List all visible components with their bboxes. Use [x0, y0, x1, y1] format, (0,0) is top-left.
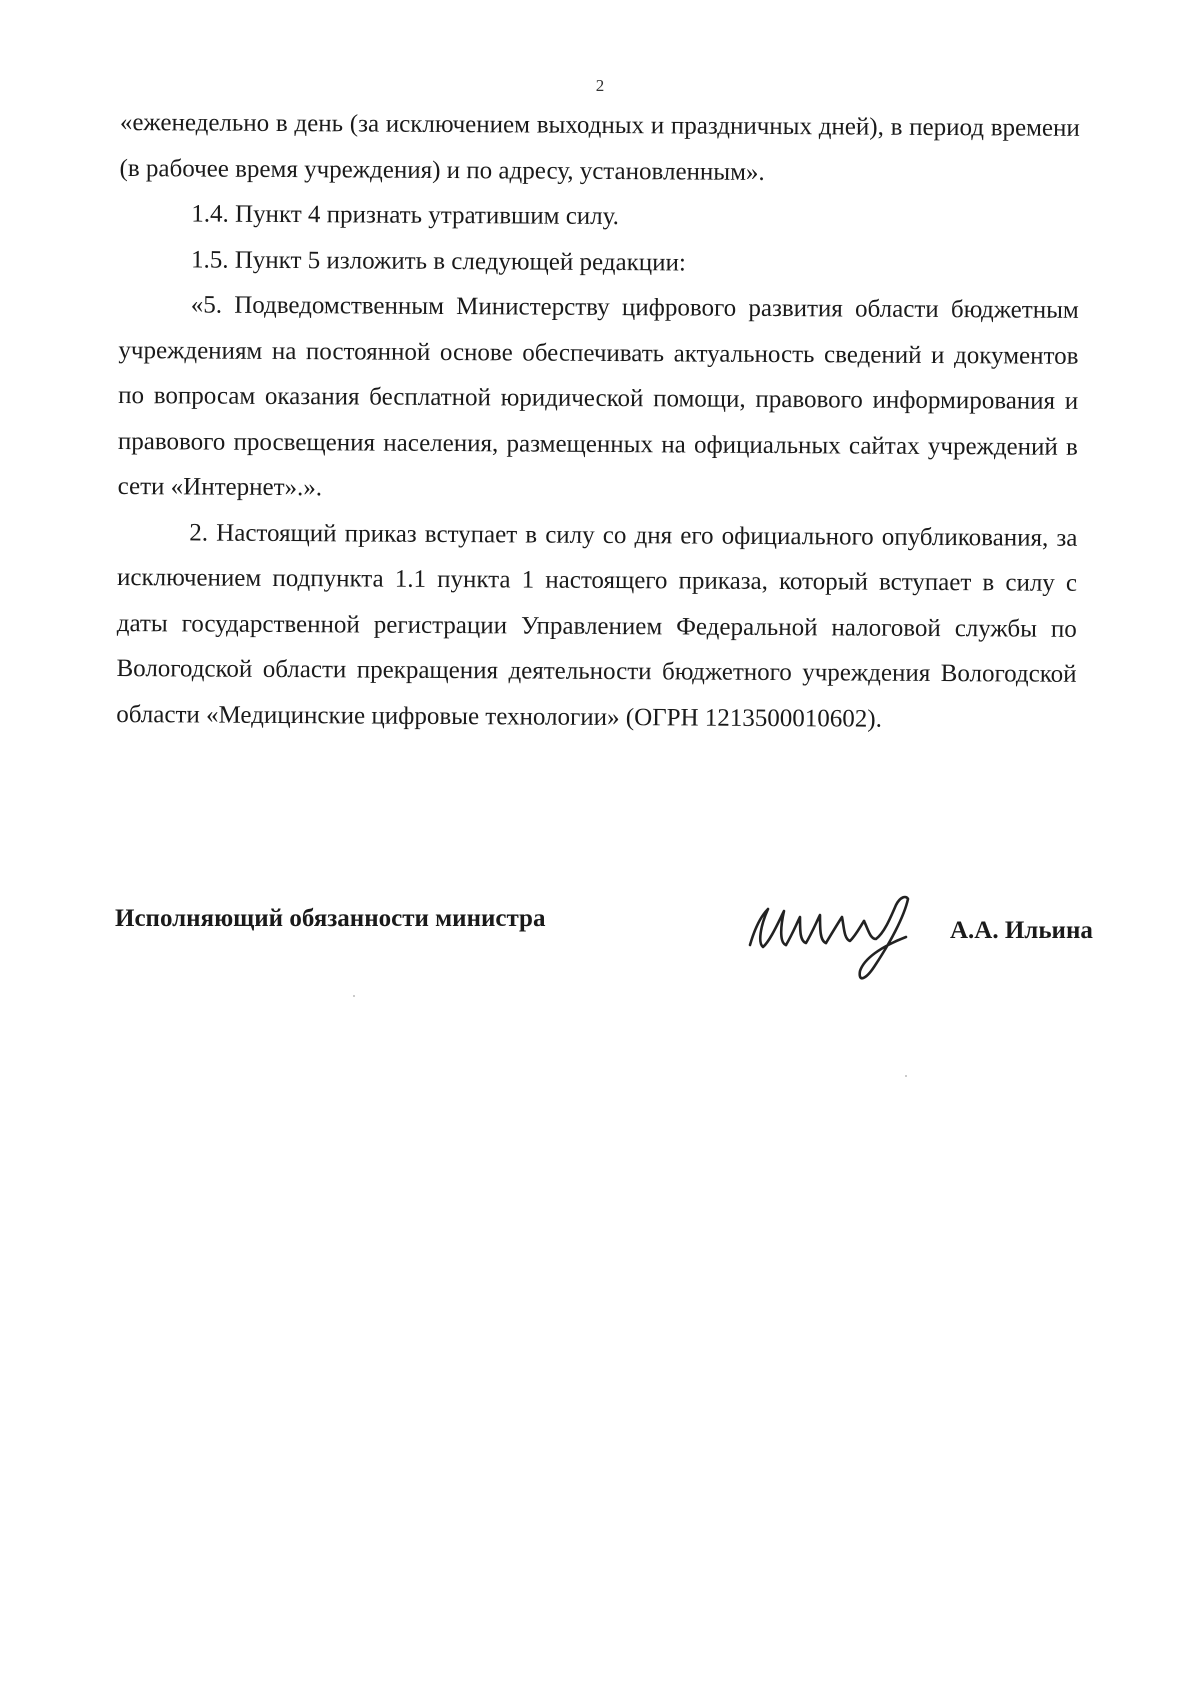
paragraph-continuation: «еженедельно в день (за исключением выходных и праздничных дней), в период времени (в рабочее время учреждения) и по адресу, установленным».	[119, 108, 1080, 186]
handwritten-signature	[730, 883, 930, 993]
signature-block	[115, 905, 1115, 1015]
scan-speck	[353, 995, 355, 997]
paragraph-item-1-5: 1.5. Пункт 5 изложить в следующей редакции:	[190, 245, 686, 276]
document-body	[116, 100, 1080, 743]
signatory-title: Исполняющий обязанности министра	[115, 905, 546, 932]
scan-speck	[905, 1075, 907, 1077]
signatory-name: А.А. Ильина	[950, 917, 1093, 944]
paragraph-item-5-quote: «5. Подведомственным Министерству цифрового развития области бюджетным учреждениям на постоянной основе обеспечивать актуальность сведений и документов по вопросам оказания бесплатной юридической помощи, правового информирования и правового просвещения населения, размещенных на официальных сайтах учреждений в сети «Интернет».».	[117, 291, 1079, 502]
paragraph-item-2: 2. Настоящий приказ вступает в силу со дня его официального опубликования, за исключением подпункта 1.1 пункта 1 настоящего приказа, который вступает в силу с даты государственной регистрации Управлением Федеральной налоговой службы по Вологодской области прекращения деятельности бюджетного учреждения Вологодской области «Медицинские цифровые технологии» (ОГРН 1213500010602).	[116, 518, 1078, 733]
page-number: 2	[595, 76, 605, 95]
paragraph-item-1-4: 1.4. Пункт 4 признать утратившим силу.	[191, 200, 620, 231]
